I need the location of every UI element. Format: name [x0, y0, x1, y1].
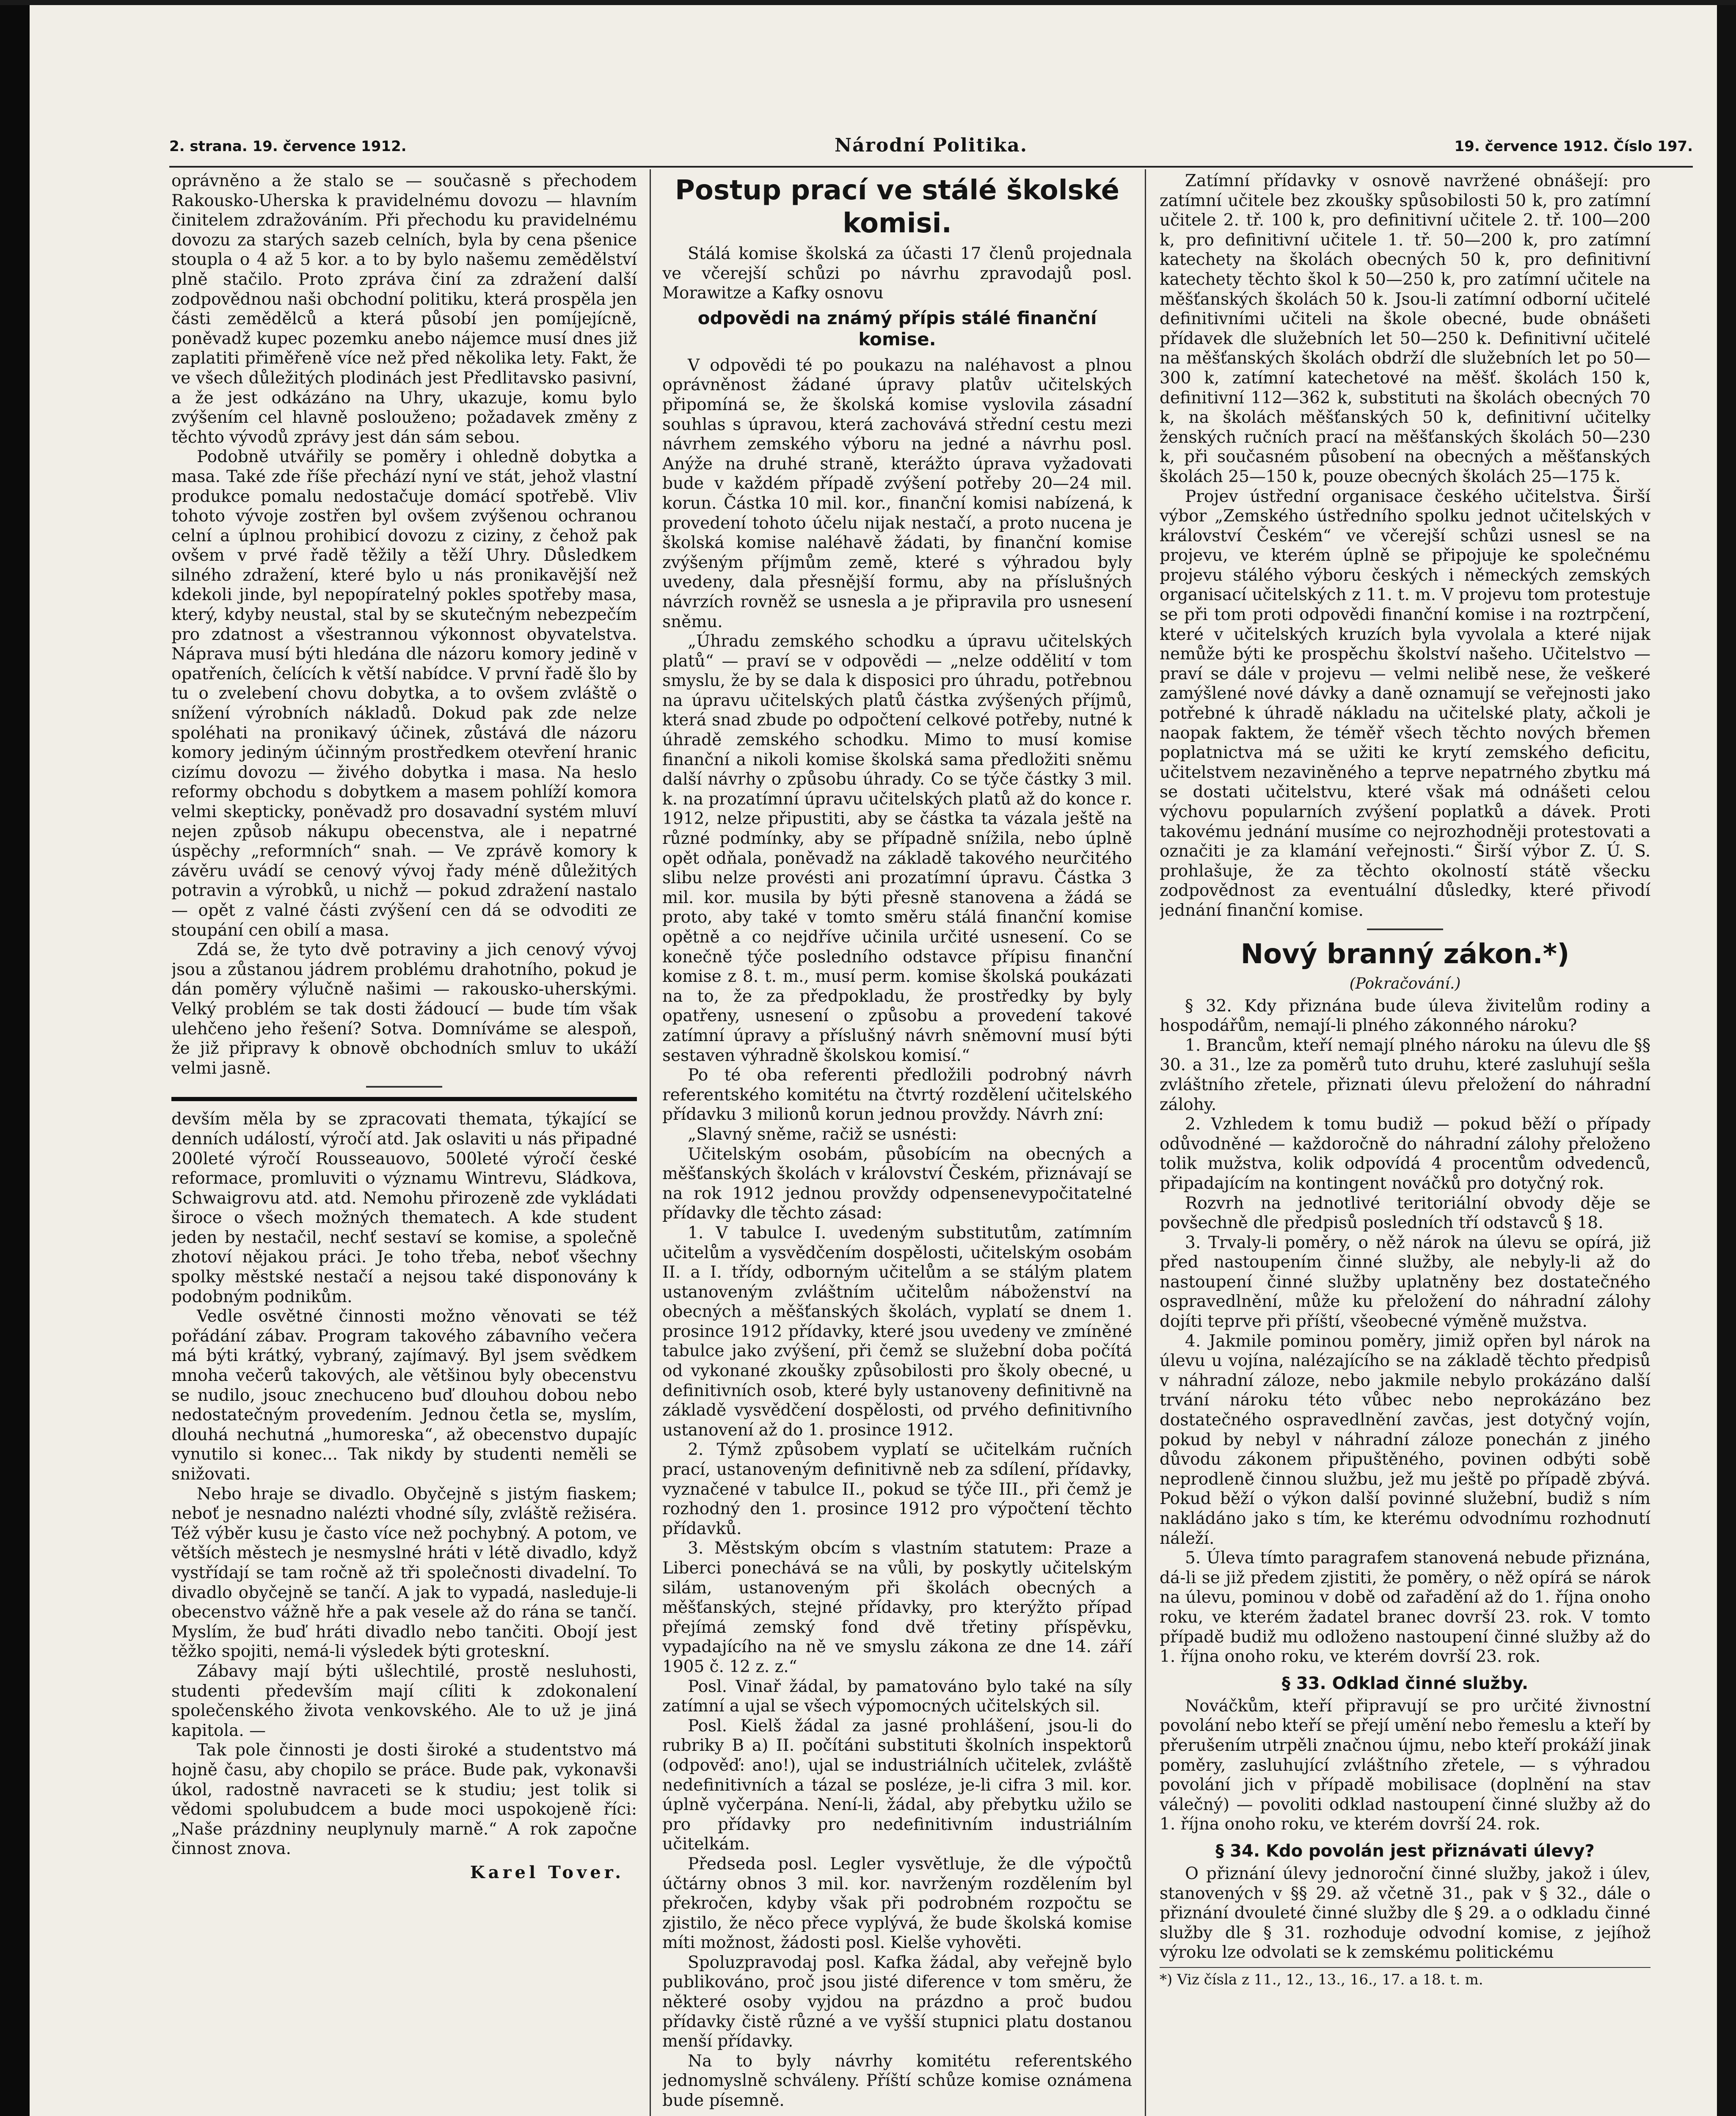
article-paragraph: 1. V tabulce I. uvedeným substitutům, zatímním učitelům a vysvědčením dospělosti, učitelským osobám II. a I. třídy, odborným učitelům a se stálým platem ustanoveným zvláštním učitelům náboženství na obecných a měšťanských školách, vyplatí se dnem 1. prosince 1912 přídavky, které jsou uvedeny ve zmíněné tabulce jako zvýšení, při čemž se služební doba počítá od vykonané zkoušky způsobilosti pro školy obecné, u definitivních osob, které byly ustanoveny definitivně na základě vysvědčení dospělosti, od prvého definitivního ustanovení až do 1. prosince 1912. [662, 1223, 1132, 1440]
article-paragraph: 1. Brancům, kteří nemají plného nároku na úlevu dle §§ 30. a 31., lze za poměrů tuto druhu, které zasluhují sešla zvláštního zřetele, přiznati úlevu přeložení do náhradní zálohy. [1160, 1036, 1651, 1114]
column-divider [1145, 169, 1146, 2116]
article-paragraph: Posl. Vinař žádal, by pamatováno bylo také na síly zatímní a ujal se všech výpomocných učitelských sil. [662, 1677, 1132, 1716]
article-paragraph: oprávněno a že stalo se — současně s přechodem Rakousko-Uherska k pravidelnému dovozu — hlavním činitelem zdražováním. Při přechodu ku pravidelnému dovozu za starých sazeb celních, byla by cena pšenice stoupla o 4 až 5 kor. a to by bylo našemu zemědělství plně stačilo. Proto zpráva činí za zdražení další zodpovědnou naši obchodní politiku, která prospěla jen části zemědělců a která působí jen pomíjejícně, poněvadž kupec pozemku anebo nájemce musí dnes již zaplatiti přiměřeně více než před několika lety. Fakt, že ve všech důležitých plodinách jest Předlitavsko pasivní, a že jest odkázáno na Uhry, ukazuje, komu bylo zvýšením cel hlavně poslouženo; požadavek změny z těchto vývodů zprávy jest dán sám sebou. [171, 171, 637, 447]
header-date-left: 2. strana. 19. července 1912. [169, 138, 407, 155]
scan-border-top [0, 0, 1736, 5]
feuilleton-paragraph: Tak pole činnosti je dosti široké a studentstvo má hojně času, aby chopilo se práce. Bude pak, vykonavši úkol, radostně navraceti se k studiu; jest tolik si vědomi spolubudcem a bude moci uspokojeně říci: „Naše prázdniny neuplynuly marně.“ A rok započne činnost znova. [171, 1741, 637, 1859]
column-left [171, 171, 637, 2116]
masthead-title: Národní Politika. [834, 135, 1028, 156]
article-paragraph: Po té oba referenti předložili podrobný návrh referentského komitétu na čtvrtý rozdělení učitelského přídavku 3 milionů korun jednou provždy. Návrh zní: [662, 1066, 1132, 1124]
article-paragraph: Nováčkům, kteří připravují se pro určité živnostní povolání nebo kteří se přejí umění nebo řemeslu a kteří by přerušením utrpěli značnou újmu, nebo kteří prokáží jinak poměry, zasluhující zvláštního zřetele, — s výhradou povolání jich v případě mobilisace (doplnění na stav válečný) — povoliti odklad nastoupení činné služby až do 1. října onoho roku, ve kterém dovrší 24. rok. [1160, 1696, 1651, 1834]
scan-border-left [0, 0, 30, 2116]
article-paragraph: O přiznání úlevy jednoroční činné služby, jakož i úlev, stanovených v §§ 29. až včetně 31., pak v § 32., dále o přiznání dvouleté činné služby dle § 29. a o odkladu činné služby dle § 31. rozhoduje odvodní komise, z jejíhož výroku lze odvolati se k zemskému politickému [1160, 1864, 1651, 1962]
article-paragraph: Předseda posl. Legler vysvětluje, že dle výpočtů účtárny obnos 3 mil. kor. navrženým rozdělením byl překročen, kdyby však při podrobném rozpočtu se zjistilo, že něco přece vyplývá, že bude školská komise míti možnost, žádosti posl. Kielše vyhověti. [662, 1854, 1132, 1953]
article-paragraph: Zatímní přídavky v osnově navržené obnášejí: pro zatímní učitele bez zkoušky spůsobilosti 50 k, pro zatímní učitele 2. tř. 100 k, pro definitivní učitele 2. tř. 100—200 k, pro definitivní učitele 1. tř. 50—200 k, pro zatímní katechety na školách obecných 50 k, pro definitivní katechety těchto škol k 50—250 k, pro zatímní učitele na měšťanských školách 50 k. Jsou-li zatímní odborní učitelé definitivními učiteli na škole obecné, bude obnášeti přídavek dle služebních let 50—250 k. Definitivní učitelé na měšťanských školách obdrží dle služebních let po 50—300 k, zatímní katechetové na měšť. školách 150 k, definitivní 112—362 k, substituti na školách obecných 70 k, na školách měšťanských 50 k, definitivní učitelky ženských ručních prací na měšťanských školách 50—230 k, při současném působení na obecných a měšťanských školách 25—150 k, pouze obecných školách 25—175 k. [1160, 171, 1651, 486]
article-paragraph: Podobně utvářily se poměry i ohledně dobytka a masa. Také zde říše přechází nyní ve stát, jehož vlastní produkce pomalu nedostačuje domácí spotřebě. Vliv tohoto vývoje zostřen byl ovšem zvýšenou ochranou celní a úplnou prohibicí dovozu z ciziny, z čehož pak ovšem v prvé řadě těžily a těží Uhry. Důsledkem silného zdražení, které bylo u nás pronikavější než kdekoli jinde, byl nepopíratelný pokles spotřeby masa, který, kdyby neustal, stal by se skutečným nebezpečím pro zdatnost a všestrannou výkonnost obyvatelstva. Náprava musí býti hledána dle názoru komory jedině v opatřeních, čelících k větší nabídce. V první řadě šlo by tu o zvelebení chovu dobytka, a to ovšem zvláště o snížení výrobních nákladů. Dokud pak zde nelze spoléhati na pronikavý účinek, zůstává dle názoru komory jediným účinným prostředkem otevření hranic cizímu dovozu — živého dobytka i masa. Na heslo reformy obchodu s dobytkem a masem pohlíží komora velmi skepticky, poněvadž pro dosavadní systém mluví nejen způsob nákupu obecenstva, ale i nepatrné úspěchy „reformních“ snah. — Ve zprávě komory k závěru uvádí se cenový vývoj řady méně důležitých potravin a výrobků, u nichž — pokud zdražení nastalo — opět z valné části zvýšení cen dá se odvoditi ze stoupání cen obilí a masa. [171, 447, 637, 940]
article-paragraph: 2. Vzhledem k tomu budiž — pokud běží o případy odůvodněné — každoročně do náhradní zálohy přeloženo tolik mužstva, kolik odpovídá 4 procentům odvedenců, připadajícím na kontingent nováčků pro dotyčný rok. [1160, 1115, 1651, 1193]
article-paragraph: „Slavný sněme, račiž se usnésti: [688, 1124, 957, 1144]
article-paragraph: 4. Jakmile pominou poměry, jimiž opřen byl nárok na úlevu u vojína, nalézajícího se na základě těchto předpisů v náhradní záloze, nebo jakmile nebylo prokázáno další trvání nároku této vůbec nebo neprokázáno bez dostatečného ospravedlnění zavčas, jest dotyčný vojín, pokud by nebyl v náhradní záloze ponechán z jiného důvodu zákonem připuštěného, povinen odbýti sobě neprodleně činnou službu, jež mu ještě po případě zbývá. Pokud běží o výkon další povinné služební, budiž s ním nakládáno jako s tím, ke kterému odvodnímu rozhodnutí náleží. [1160, 1331, 1651, 1548]
column-divider [650, 169, 651, 2116]
feuilleton-paragraph: devším měla by se zpracovati themata, týkající se denních událostí, výročí atd. Jak oslaviti u nás připadné 200leté výročí Rousseauovo, 500leté výročí české reformace, promluviti o významu Wintrevu, Sládkova, Schwaigrovu atd. atd. Nemohu přirozeně zde vykládati široce o všech možných thematech. A kde student jeden by nestačil, nechť sestaví se komise, a společně zhotoví nějakou práci. Je toho třeba, neboť všechny spolky městské nestačí a nejsou také disponovány k podobným podnikům. [171, 1110, 637, 1306]
scan-border-right [1717, 0, 1736, 2116]
section-divider [1367, 929, 1443, 930]
author-signature: Karel Tover. [470, 1862, 624, 1882]
column-right [1160, 171, 1651, 2116]
feuilleton-paragraph: Zábavy mají býti ušlechtilé, prostě nesluhosti, studenti především mají cíliti k zdokonalení společenského života venkovského. Ale to už je jiná kapitola. — [171, 1661, 637, 1740]
article-paragraph: 5. Úleva tímto paragrafem stanovená nebude přiznána, dá-li se již předem zjistiti, že poměry, o něž opírá se nárok na úlevu, pominou v době od zařadění až do 1. října onoho roku, ve kterém žadatel branec dovrší 23. rok. V tomto případě budiž mu odloženo nastoupení činné služby až do 1. října onoho roku, ve kterém dovrší 23. rok. [1160, 1548, 1651, 1667]
continuation-note: (Pokračování.) [1349, 975, 1461, 992]
article-headline: Postup prací ve stálé školské komisi. [675, 175, 1120, 239]
feuilleton-paragraph: Nebo hraje se divadlo. Obyčejně s jistým fiaskem; neboť je nesnadno nalézti vhodné síly, zvláště režiséra. Též výběr kusu je často více než pochybný. A potom, ve větších městech je nesmyslné hráti v létě divadlo, když vystřídají se tam ročně až tři společnosti divadelní. To divadlo obyčejně se tančí. A jak to vypadá, nasleduje-li obecenstvo vážně hře a pak vesele až do rána se tančí. Myslím, že buď hráti divadlo nebo tančiti. Obojí jest těžko spojiti, nemá-li výsledek býti groteskní. [171, 1484, 637, 1661]
section-heading: § 33. Odklad činné služby. [1281, 1673, 1529, 1693]
article-paragraph: 3. Městským obcím s vlastním statutem: Praze a Liberci ponechává se na vůli, by poskytly učitelským silám, ustanoveným při školách obecných a měšťanských, stejné přídavky, pro kterýžto případ přejímá zemský fond dvě třetiny příspěvku, vypadajícího na ně ve smyslu zákona ze dne 14. září 1905 č. 12 z. z.“ [662, 1539, 1132, 1676]
header-date-issue: 19. července 1912. Číslo 197. [1454, 138, 1693, 155]
article-paragraph: Učitelským osobám, působícím na obecných a měšťanských školách v království Českém, přiznávají se na rok 1912 jednou provždy odpensenevypočitatelné přídavky dle těchto zásad: [662, 1144, 1132, 1223]
column-middle [662, 171, 1132, 2116]
article-paragraph: Rozvrh na jednotlivé teritoriální obvody děje se povšechně dle předpisů posledních tří odstavců § 18. [1160, 1193, 1651, 1233]
article-paragraph: 2. Týmž způsobem vyplatí se učitelkám ručních prací, ustanoveným definitivně neb za sdílení, přídavky, vyznačené v tabulce II., pokud se týče III., při čemž je rozhodný den 1. prosince 1912 pro výpočtení těchto přídavků. [662, 1440, 1132, 1538]
article-paragraph: Spoluzpravodaj posl. Kafka žádal, aby veřejně bylo publikováno, proč jsou jisté diference v tom směru, že některé osoby vyjdou na prázdno a proč budou přídavky čistě různé a ve vyšší stupnici platu dostanou menší přídavky. [662, 1953, 1132, 2051]
feuilleton-rule [171, 1097, 637, 1101]
article-paragraph: Zdá se, že tyto dvě potraviny a jich cenový vývoj jsou a zůstanou jádrem problému drahotního, pokud je dán poměry výlučně našimi — rakousko-uherskými. Velký problém se tak dosti žádoucí — bude tím však ulehčeno jeho řešení? Sotva. Domníváme se alespoň, že již připravy k obnově obchodních smluv to ukáží velmi jasně. [171, 940, 637, 1078]
article-lead: Stálá komise školská za účasti 17 členů projednala ve včerejší schůzi po návrhu zpravodajů posl. Morawitze a Kafky osnovu [662, 244, 1132, 303]
feuilleton-paragraph: Vedle osvětné činnosti možno věnovati se též pořádání zábav. Program takového zábavního večera má býti krátký, vybraný, zajímavý. Byl jsem svědkem mnoha večerů takových, ale většinou byly obecenstvu se nudilo, jsouc znechuceno buď dlouhou dobou nebo nedostatečným provedením. Jednou četla se, myslím, dlouhá nechutná „humoreska“, až obecenstvo dupajíc vynutilo si konec... Tak nikdy by studenti neměli se snižovati. [171, 1307, 637, 1484]
article-paragraph: Posl. Kielš žádal za jasné prohlášení, jsou-li do rubriky B a) II. počítáni substituti školních inspektorů (odpověď: ano!), ujal se industriálních učitelek, zvláště nedefinitivních a tázal se posléze, je-li cifra 3 mil. kor. úplně vyčerpána. Není-li, žádal, aby přebytku užilo se pro přídavky pro nedefinitivním industriálním učitelkám. [662, 1716, 1132, 1854]
article-paragraph: Na to byly návrhy komitétu referentského jednomyslně schváleny. Příští schůze komise oznámena bude písemně. [662, 2051, 1132, 2110]
article-headline: Nový branný zákon.*) [1240, 938, 1570, 970]
section-divider [366, 1086, 442, 1088]
section-heading: § 32. Kdy přiznána bude úleva živitelům rodiny a hospodářům, nemají-li plného zákonného nároku? [1160, 996, 1651, 1036]
page-header [169, 135, 1693, 160]
footnote: *) Viz čísla z 11., 12., 13., 16., 17. a 18. t. m. [1160, 1967, 1651, 1988]
article-subheadline: odpovědi na známý přípis stálé finanční komise. [697, 307, 1097, 350]
header-rule [169, 166, 1693, 168]
article-paragraph: Projev ústřední organisace českého učitelstva. Širší výbor „Zemského ústředního spolku jednot učitelských v království Českém“ ve včerejší schůzi usnesl se na projevu, ve kterém úplně se připojuje ke společnému projevu stálého výboru českých i německých zemských organisací učitelských z 11. t. m. V projevu tom protestuje se při tom proti odpovědi finanční komise i na roztrpčení, které v učitelských kruzích byla vyvolala a které nijak nemůže býti ke prospěchu školství našeho. Učitelstvo — praví se dále v projevu — velmi nelibě nese, že veškeré zamýšlené nové dávky a daně oznamují se veřejnosti jako potřebné k úhradě nákladu na učitelské platy, ačkoli je naopak faktem, že téměř všech těchto nových břemen poplatnictva má se užiti ke krytí zemského deficitu, učitelstvem nezaviněného a teprve nepatrného zbytku má se dostati učitelstvu, které však má odnášeti celou výchovu popularních zvýšení poplatků a dávek. Proti takovému jednání musíme co nejrozhodněji protestovati a označiti je za klamání veřejnosti.“ Širší výbor Z. Ú. S. prohlašuje, že za těchto okolností státě všecku zodpovědnost za eventuální důsledky, které přivodí jednání finanční komise. [1160, 487, 1651, 920]
article-paragraph: „Úhradu zemského schodku a úpravu učitelských platů“ — praví se v odpovědi — „nelze oddělití v tom smyslu, že by se dala k disposici pro úhradu, potřebnou na úpravu učitelských platů částka zvýšených příjmů, která snad zbude po odpočtení celkové potřeby, nutné k úhradě zemského schodku. Mimo to musí komise finanční a nikoli komise školská sama předložiti sněmu další návrhy o způsobu úhrady. Co se týče částky 3 mil. k. na prozatímní úpravu učitelských platů až do konce r. 1912, nelze připustiti, aby se částka ta vázala ještě na různé podmínky, aby se případně snížila, nebo úplně opět odňala, poněvadž na základě takového neurčitého slibu nelze provésti ani prozatímní úpravu. Částka 3 mil. kor. musila by býti přesně stanovena a žádá se proto, aby také v tomto směru stálá finanční komise opětně a co nejdříve učinila určité usnesení. Co se konečně týče posledního odstavce přípisu finanční komise z 8. t. m., musí perm. komise školská poukázati na to, že za předpokladu, že prostředky by byly opatřeny, usnesení o způsobu a provedení takové zatímní úpravy a příslušný návrh sněmovní musí býti sestaven výhradně školskou komisí.“ [662, 632, 1132, 1065]
article-paragraph: V odpovědi té po poukazu na naléhavost a plnou oprávněnost žádané úpravy platův učitelských připomíná se, že školská komise vyslovila zásadní souhlas s úpravou, která zachovává střední cestu mezi návrhem zemského výboru na jedné a návrhu posl. Anýže na druhé straně, kterážto úprava vyžadovati bude v každém případě zvýšení potřeby 20—24 mil. korun. Částka 10 mil. kor., finanční komisi nabízená, k provedení tohoto účelu nijak nestačí, a proto nucena je školská komise naléhavě žádati, by finanční komise zvýšeným příjmům země, které s výhradou byly uvedeny, dala přesnější formu, aby na příslušných návrzích rovněž se usnesla a je připravila pro usnesení sněmu. [662, 355, 1132, 631]
article-paragraph: 3. Trvaly-li poměry, o něž nárok na úlevu se opírá, již před nastoupením činné služby, ale nebyly-li až do nastoupení činné služby uplatněny bez dostatečného ospravedlnění, může ku přeložení do náhradní zálohy dojíti teprve při příští, všeobecné výměně mužstva. [1160, 1233, 1651, 1331]
section-heading: § 34. Kdo povolán jest přiznávati úlevy? [1215, 1841, 1595, 1861]
